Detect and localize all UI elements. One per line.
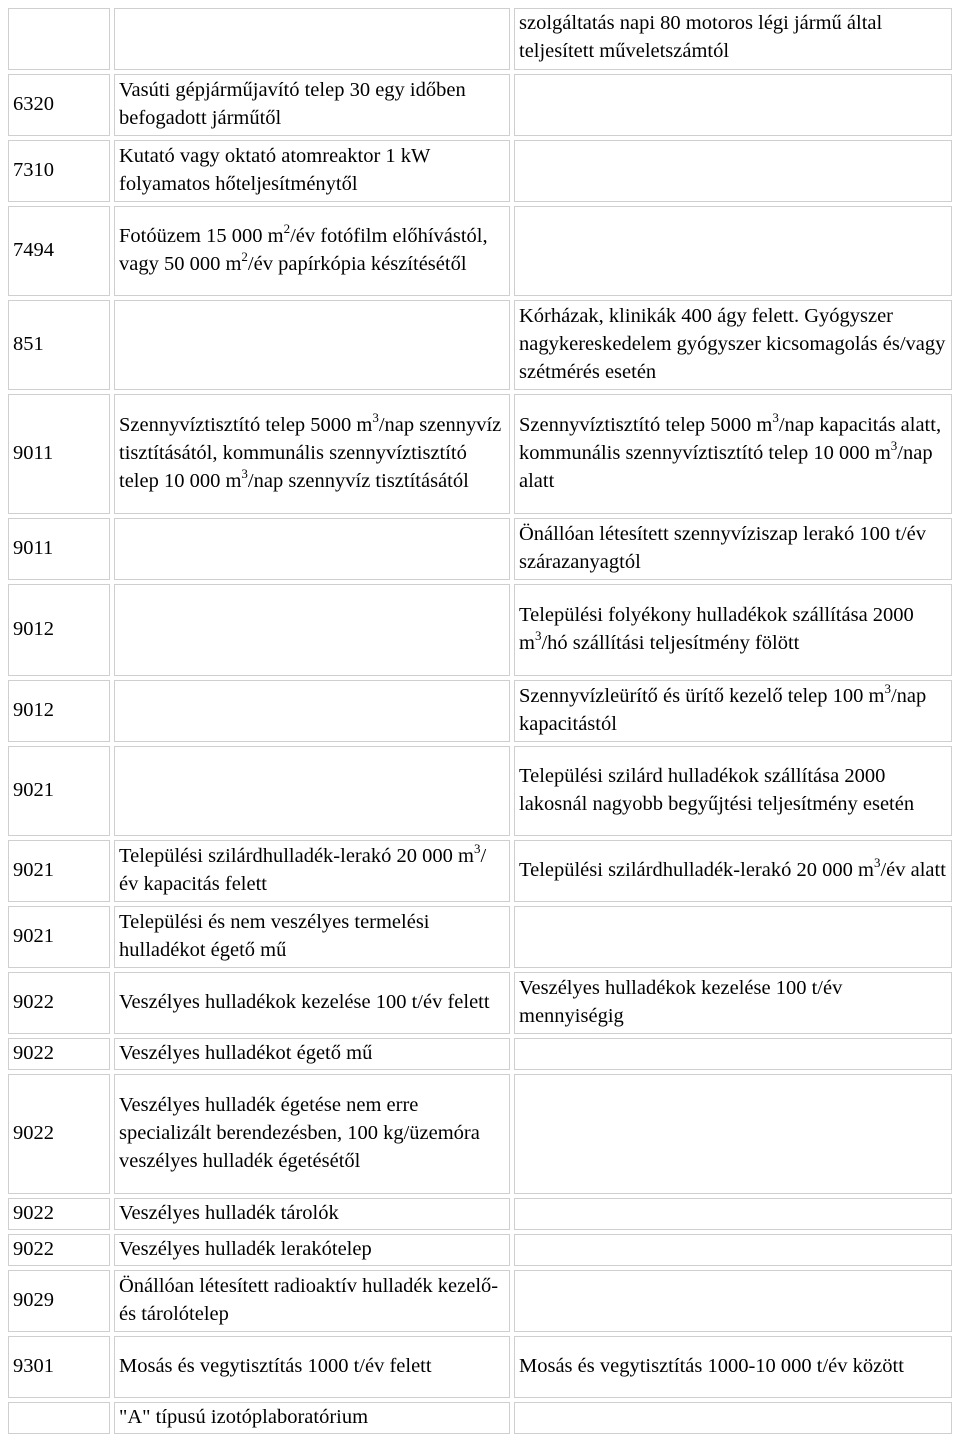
upper-threshold-cell: Veszélyes hulladékot égető mű [114, 1038, 510, 1070]
upper-threshold-cell: Mosás és vegytisztítás 1000 t/év felett [114, 1336, 510, 1398]
upper-threshold-cell [114, 300, 510, 390]
activity-table [4, 4, 956, 1438]
code-cell: 6320 [8, 74, 110, 136]
lower-threshold-cell [514, 1234, 952, 1266]
code-cell: 9022 [8, 1198, 110, 1230]
code-cell: 9012 [8, 584, 110, 676]
table-row [8, 1234, 952, 1266]
code-cell: 7494 [8, 206, 110, 296]
upper-threshold-cell: Veszélyes hulladék égetése nem erre specializált berendezésben, 100 kg/üzemóra veszélyes hulladék égetésétől [114, 1074, 510, 1194]
lower-threshold-cell [514, 1402, 952, 1434]
lower-threshold-cell: Települési folyékony hulladékok szállítása 2000 $m^3/hó$ szállítási teljesítmény fölött [514, 584, 952, 676]
upper-threshold-cell: Veszélyes hulladék lerakótelep [114, 1234, 510, 1266]
lower-threshold-cell [514, 1198, 952, 1230]
upper-threshold-cell [114, 518, 510, 580]
upper-threshold-cell [114, 584, 510, 676]
superscript: 3 [873, 855, 881, 871]
code-cell: 9022 [8, 1074, 110, 1194]
superscript: 3 [884, 681, 891, 697]
code-cell [8, 8, 110, 70]
table-row [8, 206, 952, 296]
superscript: 3 [534, 628, 542, 644]
code-cell: 9022 [8, 972, 110, 1034]
code-cell: 9021 [8, 746, 110, 836]
table-row [8, 1402, 952, 1434]
lower-threshold-cell [514, 74, 952, 136]
table-row [8, 972, 952, 1034]
code-cell: 851 [8, 300, 110, 390]
code-cell: 7310 [8, 140, 110, 202]
table-row [8, 680, 952, 742]
table-row [8, 840, 952, 902]
table-row [8, 1336, 952, 1398]
upper-threshold-cell: Kutató vagy oktató atomreaktor 1 kW folyamatos hőteljesítménytől [114, 140, 510, 202]
superscript: 3 [241, 466, 248, 482]
code-cell: 9021 [8, 840, 110, 902]
lower-threshold-cell: Önállóan létesített szennyvíziszap lerakó 100 t/év szárazanyagtól [514, 518, 952, 580]
table-row [8, 1270, 952, 1332]
table-row [8, 906, 952, 968]
code-cell: 9012 [8, 680, 110, 742]
superscript: 3 [772, 410, 779, 426]
superscript: 3 [372, 410, 379, 426]
table-row [8, 74, 952, 136]
lower-threshold-cell [514, 1270, 952, 1332]
lower-threshold-cell [514, 140, 952, 202]
lower-threshold-cell: Kórházak, klinikák 400 ágy felett. Gyógyszer nagykereskedelem gyógyszer kicsomagolás és/vagy szétmérés esetén [514, 300, 952, 390]
table-row [8, 1074, 952, 1194]
upper-threshold-cell [114, 680, 510, 742]
code-cell [8, 1402, 110, 1434]
lower-threshold-cell: Szennyvízleürítő és ürítő kezelő telep 100 $m^3$/nap kapacitástól [514, 680, 952, 742]
upper-threshold-cell: Települési és nem veszélyes termelési hulladékot égető mű [114, 906, 510, 968]
table-row [8, 584, 952, 676]
lower-threshold-cell: Mosás és vegytisztítás 1000-10 000 t/év között [514, 1336, 952, 1398]
table-row [8, 746, 952, 836]
lower-threshold-cell: Települési szilárd hulladékok szállítása 2000 lakosnál nagyobb begyűjtési teljesítmény esetén [514, 746, 952, 836]
upper-threshold-cell: "A" típusú izotóplaboratórium [114, 1402, 510, 1434]
lower-threshold-cell [514, 906, 952, 968]
upper-threshold-cell: Vasúti gépjárműjavító telep 30 egy időben befogadott járműtől [114, 74, 510, 136]
upper-threshold-cell: Szennyvíztisztító telep 5000 $m^3$/nap szennyvíz tisztításától, kommunális szennyvíztisztító telep 10 000 $m^3$/nap szennyvíz tisztításától [114, 394, 510, 514]
upper-threshold-cell: Önállóan létesített radioaktív hulladék kezelő- és tárolótelep [114, 1270, 510, 1332]
table-row [8, 518, 952, 580]
code-cell: 9011 [8, 518, 110, 580]
superscript: 3 [473, 841, 481, 857]
upper-threshold-cell: Veszélyes hulladék tárolók [114, 1198, 510, 1230]
superscript: 2 [241, 249, 248, 265]
lower-threshold-cell [514, 1074, 952, 1194]
lower-threshold-cell: szolgáltatás napi 80 motoros légi jármű által teljesített műveletszámtól [514, 8, 952, 70]
table-row [8, 300, 952, 390]
code-cell: 9022 [8, 1038, 110, 1070]
superscript: 3 [890, 438, 898, 454]
lower-threshold-cell [514, 1038, 952, 1070]
code-cell: 9301 [8, 1336, 110, 1398]
lower-threshold-cell: Települési szilárdhulladék-lerakó 20 000 $m^3/év$ alatt [514, 840, 952, 902]
table-row [8, 1198, 952, 1230]
code-cell: 9011 [8, 394, 110, 514]
table-row [8, 8, 952, 70]
table-row [8, 140, 952, 202]
upper-threshold-cell: Veszélyes hulladékok kezelése 100 t/év felett [114, 972, 510, 1034]
lower-threshold-cell: Szennyvíztisztító telep 5000 $m^3$/nap kapacitás alatt, kommunális szennyvíztisztító telep 10 000 $m^3$/nap alatt [514, 394, 952, 514]
code-cell: 9029 [8, 1270, 110, 1332]
upper-threshold-cell: Települési szilárdhulladék-lerakó 20 000 $m^3/év$ kapacitás felett [114, 840, 510, 902]
upper-threshold-cell [114, 8, 510, 70]
upper-threshold-cell: Fotóüzem 15 000 $m^2/év$ fotófilm előhívástól, vagy 50 000 $m^2/év$ papírkópia készítésétől [114, 206, 510, 296]
code-cell: 9021 [8, 906, 110, 968]
table-row [8, 1038, 952, 1070]
lower-threshold-cell: Veszélyes hulladékok kezelése 100 t/év mennyiségig [514, 972, 952, 1034]
upper-threshold-cell [114, 746, 510, 836]
lower-threshold-cell [514, 206, 952, 296]
table-row [8, 394, 952, 514]
code-cell: 9022 [8, 1234, 110, 1266]
superscript: 2 [283, 221, 291, 237]
